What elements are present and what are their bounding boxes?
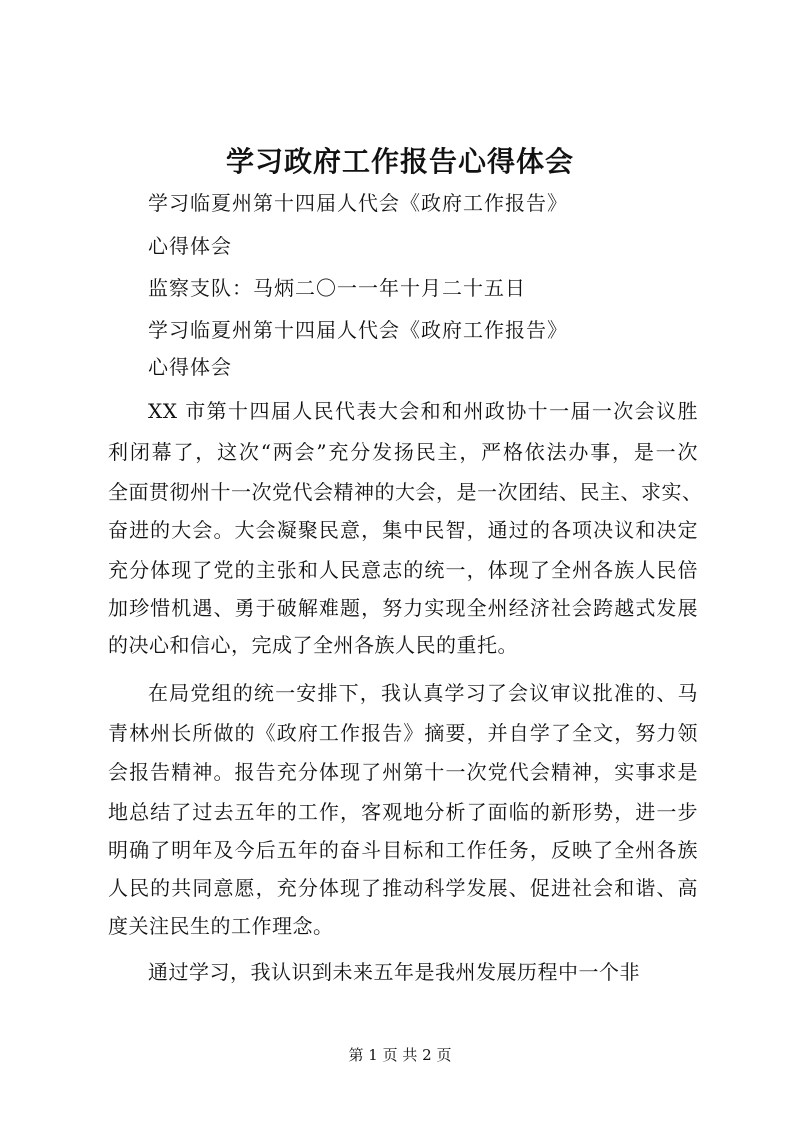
document-title: 学习政府工作报告心得体会 xyxy=(225,145,574,178)
paragraph-line: 青林州长所做的《政府工作报告》摘要，并自学了全文，努力领 xyxy=(108,721,698,745)
paragraph-line: 通过学习，我认识到未来五年是我州发展历程中一个非 xyxy=(148,960,640,984)
paragraph-line: 充分体现了党的主张和人民意志的统一，体现了全州各族人民倍 xyxy=(108,558,698,582)
paragraph-line: 人民的共同意愿，充分体现了推动科学发展、促进社会和谐、高 xyxy=(108,876,698,900)
paragraph-line: XX 市第十四届人民代表大会和和州政协十一届一次会议胜 xyxy=(148,399,698,423)
paragraph-line: 地总结了过去五年的工作，客观地分析了面临的新形势，进一步 xyxy=(108,800,698,824)
paragraph-line: 全面贯彻州十一次党代会精神的大会，是一次团结、民主、求实、 xyxy=(108,480,703,504)
header-line: 监察支队：马炳二〇一一年十月二十五日 xyxy=(148,276,526,300)
paragraph-line: 的决心和信心，完成了全州各族人民的重托。 xyxy=(108,633,518,657)
paragraph-line: 利闭幕了，这次“两会”充分发扬民主，严格依法办事，是一次 xyxy=(108,440,698,464)
header-line: 学习临夏州第十四届人代会《政府工作报告》 xyxy=(148,318,568,342)
header-line: 学习临夏州第十四届人代会《政府工作报告》 xyxy=(148,191,568,215)
paragraph-line: 会报告精神。报告充分体现了州第十一次党代会精神，实事求是 xyxy=(108,760,698,784)
paragraph-line: 在局党组的统一安排下，我认真学习了会议审议批准的、马 xyxy=(148,681,698,705)
page-footer: 第 1 页 共 2 页 xyxy=(348,1046,452,1064)
paragraph-line: 明确了明年及今后五年的奋斗目标和工作任务，反映了全州各族 xyxy=(108,838,698,862)
paragraph-line: 度关注民生的工作理念。 xyxy=(108,914,334,938)
paragraph-line: 奋进的大会。大会凝聚民意，集中民智，通过的各项决议和决定 xyxy=(108,518,698,542)
header-line: 心得体会 xyxy=(148,234,232,258)
paragraph-line: 加珍惜机遇、勇于破解难题，努力实现全州经济社会跨越式发展 xyxy=(108,596,698,620)
header-line: 心得体会 xyxy=(148,355,232,379)
